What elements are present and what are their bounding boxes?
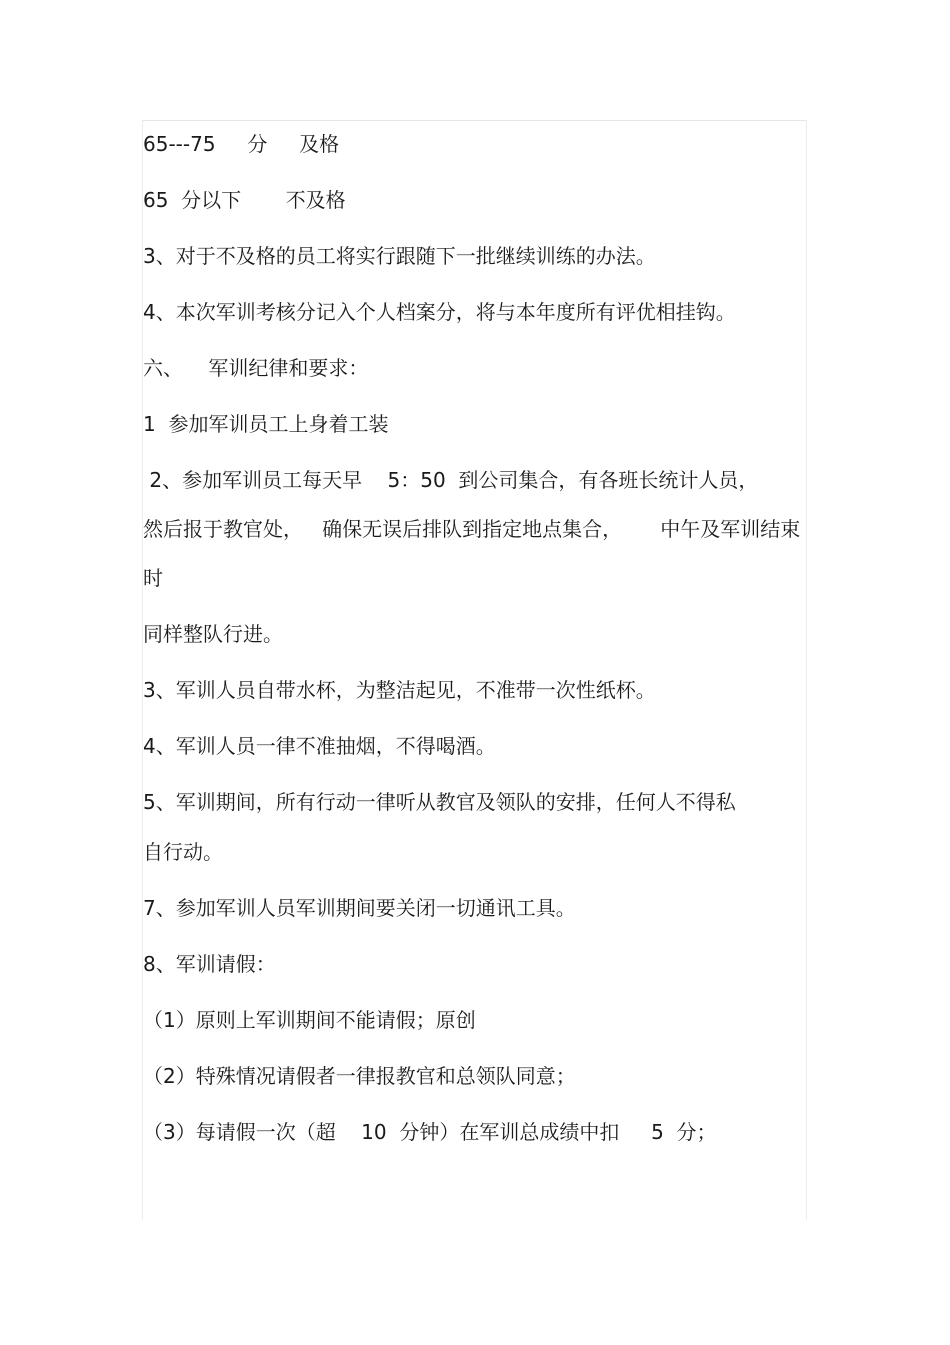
rule-5-obey-line-1: 5、军训期间，所有行动一律听从教官及领队的安排，任何人不得私 [143, 790, 736, 814]
section-heading-discipline: 六、 军训纪律和要求： [143, 356, 369, 380]
leave-item-3: （3）每请假一次（超 10 分钟）在军训总成绩中扣 5 分； [143, 1120, 717, 1144]
paragraph-3-retrain: 3、对于不及格的员工将实行跟随下一批继续训练的办法。 [143, 244, 656, 268]
rule-5-obey-line-2: 自行动。 [143, 840, 223, 864]
leave-item-2: （2）特殊情况请假者一律报教官和总领队同意； [143, 1064, 576, 1088]
page-frame [142, 120, 807, 1220]
rule-7-devices-off: 7、参加军训人员军训期间要关闭一切通讯工具。 [143, 896, 576, 920]
rule-8-leave-heading: 8、军训请假： [143, 952, 276, 976]
rule-3-water-cup: 3、军训人员自带水杯，为整洁起见，不准带一次性纸杯。 [143, 678, 656, 702]
leave-item-1: （1）原则上军训期间不能请假；原创 [143, 1008, 476, 1032]
rule-2-assembly-line-1: 2、参加军训员工每天早 5：50 到公司集合，有各班长统计人员， [143, 468, 759, 492]
rule-2-assembly-line-2: 然后报于教官处， 确保无误后排队到指定地点集合， 中午及军训结束 [143, 517, 801, 541]
rule-2-assembly-line-3: 时 [143, 566, 163, 590]
rule-4-no-smoking: 4、军训人员一律不准抽烟，不得喝酒。 [143, 734, 496, 758]
score-pass-line: 65---75 分 及格 [143, 132, 340, 156]
rule-2-assembly-line-4: 同样整队行进。 [143, 622, 283, 646]
score-fail-line: 65 分以下 不及格 [143, 188, 346, 212]
paragraph-4-archive: 4、本次军训考核分记入个人档案分，将与本年度所有评优相挂钩。 [143, 300, 736, 324]
rule-1-uniform: 1 参加军训员工上身着工装 [143, 412, 389, 436]
